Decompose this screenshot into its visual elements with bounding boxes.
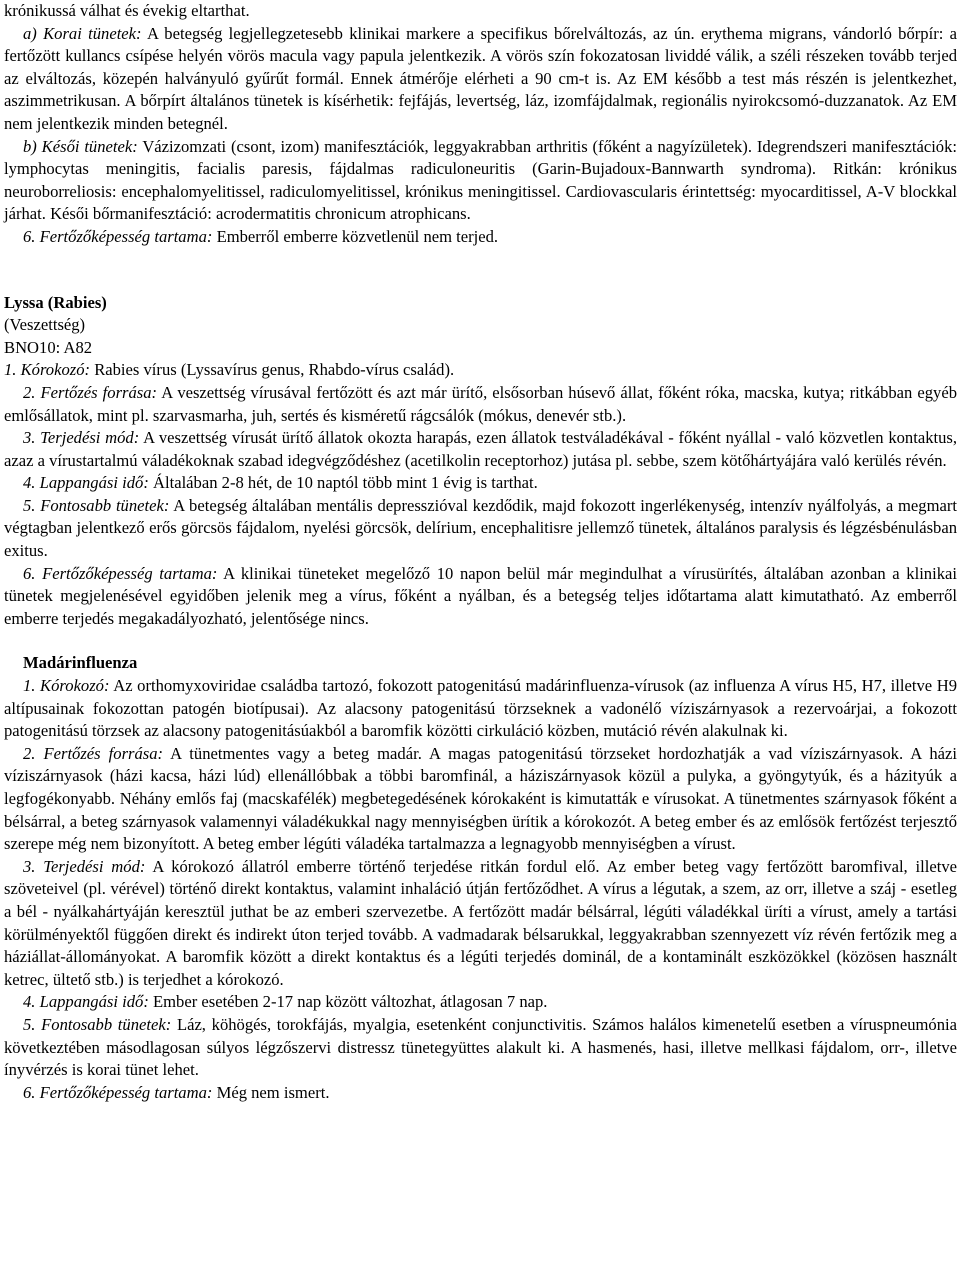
rabies-subtitle: (Veszettség) <box>4 315 86 335</box>
lyme-contagiousness <box>4 226 957 249</box>
rabies-item <box>4 427 957 472</box>
item-text: Rabies vírus (Lyssavírus genus, Rhabdo-vírus család). <box>90 360 455 380</box>
item-text: A veszettség vírusát ürítő állatok okozta harapás, ezen állatok testváladékával - főként nyállal - való közvetlen kontaktus, azaz a vírustartalmú váladékoknak szabad idegvégződéshez (acetilkolin receptorhoz) jutása pl. sebbe, szem kötőhártyájára való kerülés révén. <box>4 428 958 470</box>
item-text: Még nem ismert. <box>212 1082 330 1102</box>
item-text: Láz, köhögés, torokfájás, myalgia, esetenként conjunctivitis. Számos halálos kimenetelű esetben a víruspneumónia következtében másodlagosan súlyos légzőszervi distressz tünetegyüttes alakult ki. A hasmenés, hasi, illetve mellkasi fájdalom, orr-, illetve ínyvérzés is korai tünet lehet. <box>4 1014 957 1080</box>
item-text: Általában 2-8 hét, de 10 naptól több mint 1 évig is tarthat. <box>148 473 538 493</box>
item-label: 3. Terjedési mód: <box>23 428 140 448</box>
item-text: Az orthomyxoviridae családba tartozó, fokozott patogenitású madárinfluenza-vírusok (az influenza A vírus H5, H7, illetve H9 altípusainak fokozottan patogén biotípusai). Az alacsony patogenitású törzseknek a vadonélő víziszárnyasok a rezervoárjai, a fokozott patogenitású törzsek az alacsony patogenitásúakból a baromfik közötti cirkuláció közben, mutáció révén alakulnak ki. <box>4 676 957 741</box>
avian-item <box>4 675 957 743</box>
item-label: 2. Fertőzés forrása: <box>23 382 158 402</box>
item-label: b) Késői tünetek: <box>23 136 138 156</box>
heading-text: Madárinfluenza <box>23 653 138 673</box>
item-label: a) Korai tünetek: <box>23 23 142 43</box>
item-text: A betegség legjellegzetesebb klinikai markere a specifikus bőrelváltozás, az ún. erythema migrans, vándorló bőrpír: a fertőzött kullancs csípése helyén vörös macula vagy papula jelentkezik. A vörös szín fokozatosan lividdé válik, a széli részeken tovább terjed az elváltozás, közepén halványuló gyűrűt formál. Ennek átmérője elérheti a 90 cm-t is. Az EM később a test más részén is jelentkezhet, aszimmetrikusan. A bőrpírt általános tünetek is kísérhetik: fejfájás, levertség, láz, izomfájdalmak, regionális nyirokcsomó-duzzanatok. Az EM nem jelentkezik minden betegnél. <box>4 23 957 133</box>
item-text: Vázizomzati (csont, izom) manifesztációk, leggyakrabban arthritis (főként a nagyízületek). Idegrendszeri manifesztációk: lymphocytas meningitis, facialis paresis, fájdalmas radiculoneuritis (Garin-Bujadoux-Bannwarth syndroma). Ritkán: krónikus neuroborreliosis: encephalomyelitissel, radiculomyelitissel, krónikus meningitissel. Cardiovascularis érintettség: myocarditissel, A-V blockkal járhat. Késői bőrmanifesztáció: acrodermatitis chronicum atrophicans. <box>4 136 958 224</box>
rabies-title: Lyssa (Rabies) <box>4 292 107 312</box>
item-label: 4. Lappangási idő: <box>23 992 149 1012</box>
item-text: A tünetmentes vagy a beteg madár. A magas patogenitású törzseket hordozhatják a vad víziszárnyasok. A házi víziszárnyasok (házi kacsa, házi lúd) ellenállóbbak a többi baromfinál, a háziszárnyasok közül a pulyka, a gyöngytyúk, és a házityúk a legfogékonyabb. Néhány emlős faj (macskafélék) megbetegedésének kórokaként is kimutatták e vírusokat. A tünetmentes szárnyasok főként a bélsárral, a beteg szárnyasok valamennyi váladékukkal nagy mennyiségben ürítik a kórokozót. A beteg ember és az emlősök fertőzést terjesztő szerepe még nem bizonyított. A beteg ember légúti váladéka tartalmazza a legnagyobb mennyiségben a vírust. <box>4 743 957 854</box>
avian-item <box>4 856 957 992</box>
avian-item <box>4 991 957 1014</box>
item-label: 1. Kórokozó: <box>23 676 110 696</box>
avian-item <box>4 1014 957 1082</box>
rabies-code: BNO10: A82 <box>4 337 93 357</box>
rabies-item <box>4 382 957 427</box>
lyme-early-symptoms <box>4 23 957 136</box>
avian-item <box>4 743 957 856</box>
text-line: krónikussá válhat és évekig eltarthat. <box>4 1 250 20</box>
rabies-item <box>4 359 957 382</box>
item-text: A klinikai tüneteket megelőző 10 napon belül már megindulhat a vírusürítés, általában azonban a klinikai tünetek megjelenésével egyidőben jelenik meg a vírus, főként a nyálban, és a betegség teljes időtartama alatt kimutatható. Az emberről emberre terjedés megakadályozható, jelentősége nincs. <box>4 563 957 628</box>
item-text: A kórokozó állatról emberre történő terjedése ritkán fordul elő. Az ember beteg vagy fertőzött baromfival, illetve szöveteivel (pl. vérével) történő direkt kontaktus, valamint inhaláció útján fertőződhet. A vírus a légutak, a szem, az orr, illetve a száj - esetleg a bél - nyálkahártyáján keresztül juthat be az emberi szervezetbe. A fertőzött madár bélsárral, légúti váladékkal üríti a vírust, amely a tartási körülményektől függően direkt és indirekt úton terjed tovább. A vadmadarak bélsarukkal, leggyakrabban szennyezett víz révén fertőzik meg a háziállat-állományokat. A baromfik között a direkt kontaktus és a légúti terjedés dominál, de a kontaminált eszközökkel (közösen használt ketrec, ültető stb.) is terjedhet a kórokozó. <box>4 856 957 989</box>
item-text: A veszettség vírusával fertőzött és azt már ürítő, elsősorban húsevő állat, főként róka, macska, kutya; ritkábban egyéb emlősállatok, mint pl. szarvasmarha, juh, sertés és kisméretű rágcsálók (mókus, denevér stb.). <box>4 382 957 425</box>
item-text: A betegség általában mentális depresszióval kezdődik, majd fokozott ingerlékenység, intenzív nyálfolyás, a megmart végtagban jelentkező erős görcsös fájdalom, nyelési görcsök, delírium, encephalitisre jellemző tünetek, általános paralysis és légzésbénulásban exitus. <box>4 495 957 561</box>
item-label: 6. Fertőzőképesség tartama: <box>23 226 213 246</box>
rabies-item <box>4 563 957 631</box>
avian-influenza-title <box>4 652 957 675</box>
item-text: Emberről emberre közvetlenül nem terjed. <box>212 226 499 246</box>
item-label: 1. Kórokozó: <box>4 360 91 380</box>
item-label: 4. Lappangási idő: <box>23 473 149 493</box>
item-text: Ember esetében 2-17 nap között változhat, átlagosan 7 nap. <box>148 992 548 1012</box>
item-label: 5. Fontosabb tünetek: <box>23 495 170 515</box>
rabies-item <box>4 472 957 495</box>
rabies-item <box>4 495 957 563</box>
item-label: 5. Fontosabb tünetek: <box>23 1014 172 1034</box>
document-page <box>4 0 957 1104</box>
item-label: 2. Fertőzés forrása: <box>23 743 164 763</box>
item-label: 6. Fertőzőképesség tartama: <box>23 1082 213 1102</box>
item-label: 6. Fertőzőképesség tartama: <box>23 563 218 583</box>
item-label: 3. Terjedési mód: <box>23 856 146 876</box>
lyme-late-symptoms <box>4 136 957 226</box>
avian-item <box>4 1082 957 1105</box>
